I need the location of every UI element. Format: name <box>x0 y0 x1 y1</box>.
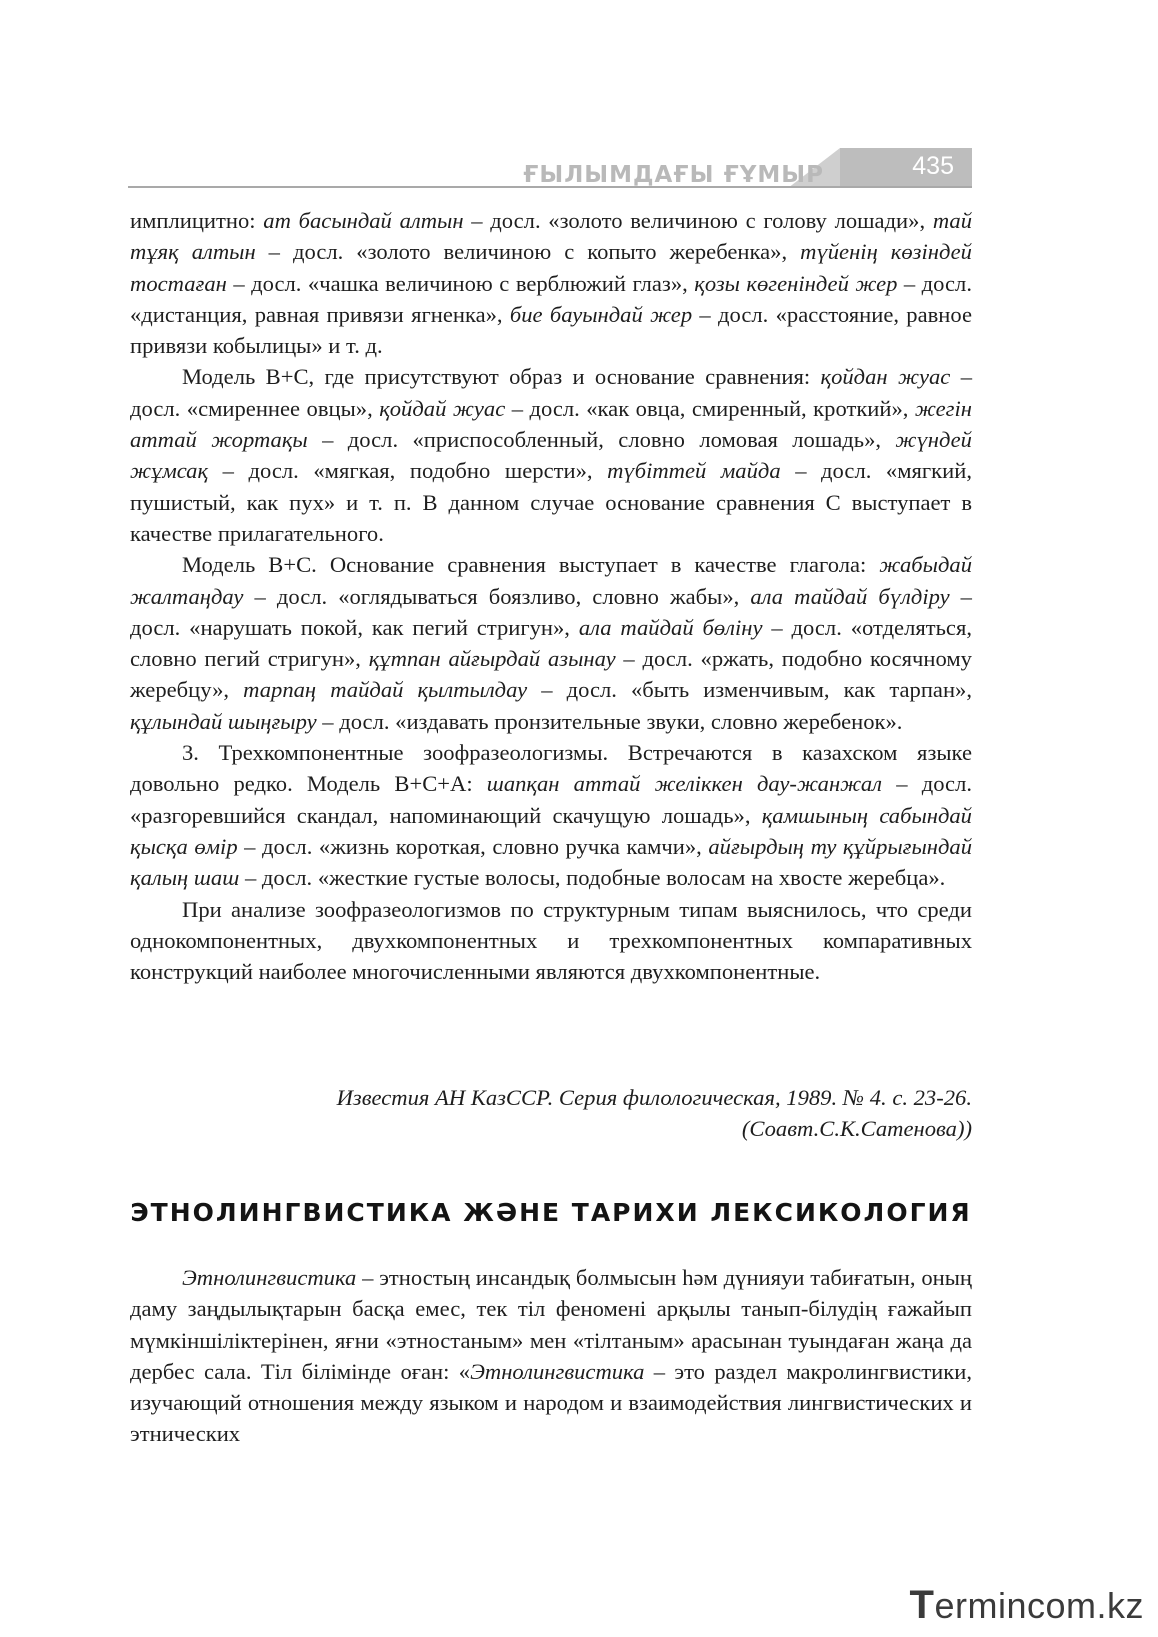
paragraph <box>130 737 972 893</box>
italic-phrase: шапқан аттай желіккен дау-жанжал <box>486 771 883 797</box>
italic-phrase: қойдай жуас <box>379 395 506 421</box>
text-run: Модель В+С. Основание сравнения выступает в качестве глагола: <box>182 552 880 578</box>
watermark-text: ermincom.kz <box>934 1585 1144 1626</box>
text-run: – досл. «как овца, смиренный, кроткий», <box>505 395 915 421</box>
text-run: – досл. «нарушать покой, как пегий стригун», <box>130 583 972 640</box>
italic-phrase: қойдан жуас <box>820 364 951 390</box>
running-head-title: ҒЫЛЫМДАҒЫ ҒҰМЫР <box>523 162 824 188</box>
italic-phrase: тай тұяқ алтын <box>130 208 973 265</box>
italic-phrase: қозы көгеніндей жер <box>694 270 898 296</box>
text-run: – досл. «чашка величиною с верблюжий глаз», <box>226 270 695 296</box>
text-run: – досл. «жизнь короткая, словно ручка камчи», <box>237 833 709 859</box>
paragraph <box>130 361 972 549</box>
text-run: – досл. «оглядываться боязливо, словно жабы», <box>243 583 751 609</box>
text-run: – досл. «смиреннее овцы», <box>130 364 972 421</box>
italic-phrase: жабыдай жалтаңдау <box>130 552 972 609</box>
text-run: – досл. «дистанция, равная привязи ягненка», <box>130 270 972 327</box>
text-run: – досл. «отделяться, словно пегий стригун», <box>130 614 973 672</box>
italic-phrase: құтпан айғырдай азынау <box>368 646 616 672</box>
text-run: – этностың инсандық болмысын һәм дүнияуи табиғатын, оның даму заңдылықтарын басқа емес, тек тіл феномені арқылы танып-білудің ғажайып мүмкіншіліктерінен, яғни «этностаным» мен «тілтаным» арасынан туындаған жаңа да дербес сала. Тіл білімінде оған: « <box>130 1265 972 1384</box>
text-run: 3. Трехкомпонентные зоофразеологизмы. Встречаются в казахском языке довольно редко. Модель В+С+А: <box>130 740 972 797</box>
italic-phrase: айғырдың ту құйрығындай қалың шаш <box>130 833 973 891</box>
body-text-top <box>130 205 972 987</box>
italic-phrase: ала тайдай бүлдіру <box>750 583 950 609</box>
source-line-2: (Соавт.С.К.Сатенова)) <box>741 1116 972 1141</box>
italic-phrase: Этнолингвистика <box>470 1358 645 1384</box>
site-watermark <box>910 1583 1144 1628</box>
text-run: – досл. «золото величиною с голову лошади», <box>463 208 933 233</box>
text-run: – досл. «разгоревшийся скандал, напоминающий скачущую лошадь», <box>130 771 973 828</box>
body-text-bottom <box>130 1262 972 1450</box>
italic-phrase: жүндей жұмсақ <box>130 427 972 484</box>
italic-phrase: тарпаң тайдай қылтылдау <box>243 677 528 703</box>
text-run: имплицитно: <box>130 208 264 233</box>
italic-phrase: құлындай шыңғыру <box>130 708 317 734</box>
paragraph <box>130 205 972 361</box>
text-run: – это раздел макролингвистики, изучающий отношения между языком и народом и взаимодействия лингвистических и этнических <box>130 1358 972 1447</box>
source-citation <box>130 1082 972 1144</box>
text-run: – досл. «золото величиною с копыто жеребенка», <box>255 239 801 265</box>
paragraph <box>130 894 972 988</box>
source-line-1: Известия АН КазССР. Серия филологическая, 1989. № 4. с. 23-26. <box>336 1085 972 1110</box>
text-run: – досл. «быть изменчивым, как тарпан», <box>527 677 972 703</box>
text-run: – досл. «мягкая, подобно шерсти», <box>208 458 608 484</box>
text-run: – досл. «расстояние, равное привязи кобылицы» и т. д. <box>130 301 972 359</box>
paragraph <box>130 1262 972 1450</box>
section-title: ЭТНОЛИНГВИСТИКА ЖӘНЕ ТАРИХИ ЛЕКСИКОЛОГИЯ <box>130 1198 972 1227</box>
running-head <box>128 148 972 194</box>
italic-phrase: жегін аттай жортақы <box>130 395 972 453</box>
text-run: При анализе зоофразеологизмов по структурным типам выяснилось, что среди однокомпонентных, двухкомпонентных и трехкомпонентных компаративных конструкций наиболее многочисленными являются двухкомпонентные. <box>130 896 972 985</box>
italic-phrase: ала тайдай бөліну <box>578 614 763 640</box>
italic-phrase: Этнолингвистика <box>182 1265 357 1290</box>
text-run: – досл. «приспособленный, словно ломовая лошадь», <box>307 427 896 453</box>
watermark-logo-letter: T <box>909 1583 935 1627</box>
italic-phrase: ат басындай алтын <box>263 208 464 233</box>
page-number: 435 <box>912 152 954 180</box>
text-run: – досл. «ржать, подобно косячному жеребцу», <box>130 646 972 703</box>
italic-phrase: қамшының сабындай қысқа өмір <box>130 802 972 859</box>
italic-phrase: түйенің көзіндей тостаған <box>130 239 972 296</box>
italic-phrase: бие бауындай жер <box>509 301 693 327</box>
italic-phrase: түбіттей майда <box>607 458 781 484</box>
text-run: – досл. «мягкий, пушистый, как пух» и т. п. В данном случае основание сравнения С выступает в качестве прилагательного. <box>130 458 972 546</box>
text-run: – досл. «жесткие густые волосы, подобные волосам на хвосте жеребца». <box>239 865 946 891</box>
paragraph <box>130 549 972 737</box>
text-run: – досл. «издавать пронзительные звуки, словно жеребенок». <box>316 708 903 734</box>
text-run: Модель В+С, где присутствуют образ и основание сравнения: <box>182 364 821 390</box>
